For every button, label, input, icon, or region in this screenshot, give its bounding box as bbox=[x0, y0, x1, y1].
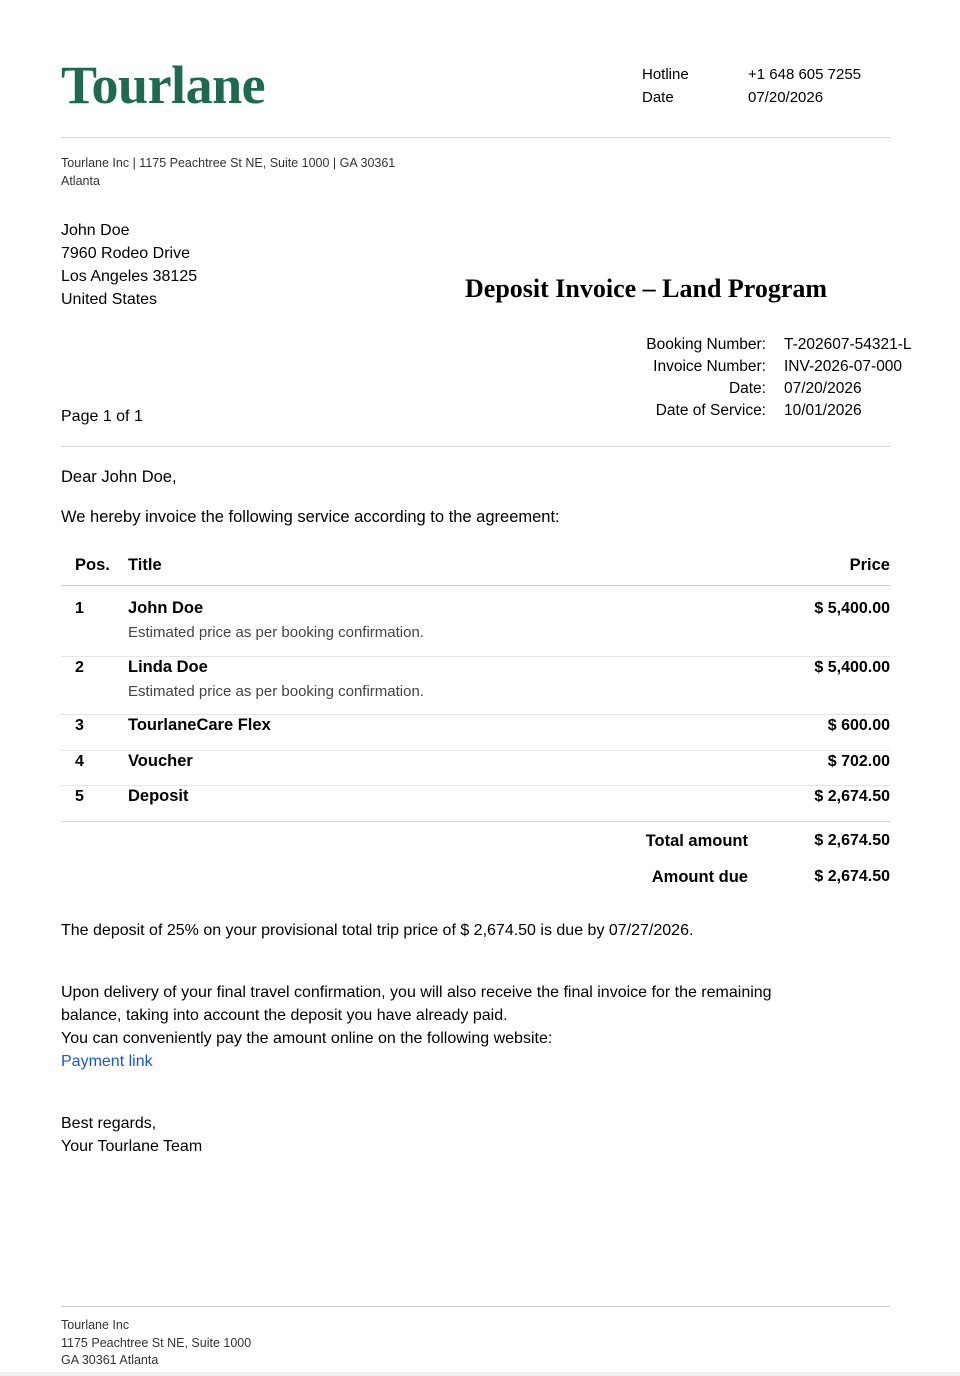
document-title: Deposit Invoice – Land Program bbox=[465, 274, 828, 303]
header-date-label: Date bbox=[642, 89, 674, 106]
row-title: Deposit bbox=[128, 787, 189, 805]
row-pos: 3 bbox=[75, 717, 84, 734]
row-price: $ 5,400.00 bbox=[814, 659, 890, 676]
total-amount-label: Total amount bbox=[645, 832, 748, 850]
row-pos: 1 bbox=[75, 600, 84, 617]
payment-link[interactable]: Payment link bbox=[61, 1053, 153, 1070]
hotline-value: +1 648 605 7255 bbox=[748, 66, 862, 83]
sender-city: Atlanta bbox=[61, 174, 100, 188]
booking-number-value: T-202607-54321-L bbox=[784, 336, 912, 353]
row-divider bbox=[61, 656, 890, 657]
recipient-name: John Doe bbox=[61, 222, 130, 239]
row-divider bbox=[61, 750, 890, 751]
invoice-date-value: 07/20/2026 bbox=[784, 380, 862, 397]
table-bottom-divider bbox=[61, 821, 890, 822]
invoice-number-value: INV-2026-07-000 bbox=[784, 358, 903, 375]
greeting: Dear John Doe, bbox=[61, 468, 177, 486]
company-logo: Tourlane bbox=[61, 55, 266, 115]
row-title: TourlaneCare Flex bbox=[128, 716, 271, 734]
final-invoice-line-2: balance, taking into account the deposit you have already paid. bbox=[61, 1007, 508, 1024]
deposit-note: The deposit of 25% on your provisional total trip price of $ 2,674.50 is due by 07/27/2026. bbox=[61, 922, 694, 939]
row-pos: 5 bbox=[75, 788, 84, 805]
row-subtitle: Estimated price as per booking confirmation. bbox=[128, 624, 424, 641]
column-header-title: Title bbox=[128, 556, 162, 574]
row-pos: 2 bbox=[75, 659, 84, 676]
column-header-price: Price bbox=[849, 556, 890, 574]
intro-text: We hereby invoice the following service according to the agreement: bbox=[61, 508, 560, 526]
team-signature: Your Tourlane Team bbox=[61, 1138, 203, 1155]
header-divider bbox=[61, 137, 890, 138]
column-header-pos: Pos. bbox=[75, 556, 110, 574]
hotline-label: Hotline bbox=[642, 66, 689, 83]
page-number: Page 1 of 1 bbox=[61, 408, 143, 425]
footer-street: 1175 Peachtree St NE, Suite 1000 bbox=[61, 1336, 252, 1350]
booking-number-label: Booking Number: bbox=[646, 336, 766, 353]
invoice-number-label: Invoice Number: bbox=[653, 358, 766, 375]
row-title: Linda Doe bbox=[128, 658, 208, 676]
pay-online-text: You can conveniently pay the amount online on the following website: bbox=[61, 1030, 553, 1047]
meta-divider bbox=[61, 446, 890, 447]
footer-city: GA 30361 Atlanta bbox=[61, 1353, 159, 1367]
amount-due-label: Amount due bbox=[651, 868, 748, 886]
invoice-date-label: Date: bbox=[728, 380, 766, 397]
row-divider bbox=[61, 714, 890, 715]
row-price: $ 5,400.00 bbox=[814, 600, 890, 617]
row-subtitle: Estimated price as per booking confirmation. bbox=[128, 683, 424, 700]
footer-divider bbox=[61, 1306, 890, 1307]
row-price: $ 702.00 bbox=[827, 753, 890, 770]
sender-address-line: Tourlane Inc | 1175 Peachtree St NE, Suite 1000 | GA 30361 bbox=[61, 156, 396, 170]
header-date-value: 07/20/2026 bbox=[748, 89, 824, 106]
row-price: $ 2,674.50 bbox=[814, 788, 890, 805]
service-date-label: Date of Service: bbox=[655, 402, 766, 419]
recipient-country: United States bbox=[61, 291, 158, 308]
final-invoice-line-1: Upon delivery of your final travel confirmation, you will also receive the final invoice for the remaining bbox=[61, 984, 772, 1001]
row-divider bbox=[61, 785, 890, 786]
service-date-value: 10/01/2026 bbox=[784, 402, 862, 419]
row-title: Voucher bbox=[128, 752, 193, 770]
page-bottom-edge bbox=[0, 1372, 960, 1376]
amount-due-value: $ 2,674.50 bbox=[814, 868, 890, 885]
row-title: John Doe bbox=[128, 599, 204, 617]
recipient-city: Los Angeles 38125 bbox=[61, 268, 198, 285]
row-pos: 4 bbox=[75, 753, 84, 770]
footer-company: Tourlane Inc bbox=[61, 1318, 130, 1332]
table-header-divider bbox=[61, 585, 890, 586]
recipient-street: 7960 Rodeo Drive bbox=[61, 245, 190, 262]
row-price: $ 600.00 bbox=[827, 717, 890, 734]
total-amount-value: $ 2,674.50 bbox=[814, 832, 890, 849]
regards: Best regards, bbox=[61, 1115, 157, 1132]
